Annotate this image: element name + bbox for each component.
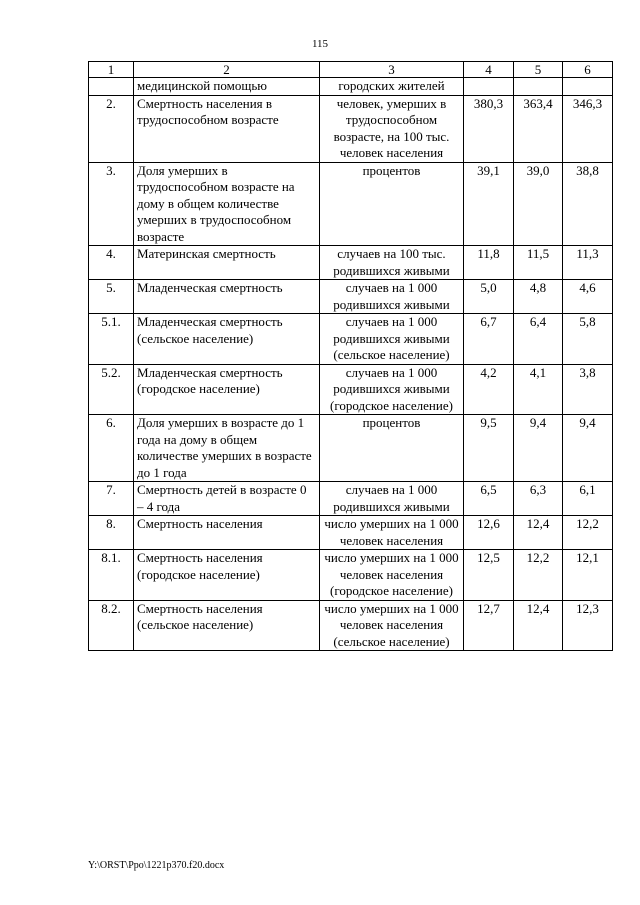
value-col4-cell: 9,5 <box>464 415 514 482</box>
row-number-cell: 8.1. <box>89 550 134 601</box>
value-col4-cell: 6,7 <box>464 314 514 365</box>
table-row <box>89 516 613 550</box>
value-col4-cell: 11,8 <box>464 246 514 280</box>
page-number: 115 <box>311 38 329 50</box>
table-row <box>89 78 613 96</box>
value-col4-cell: 380,3 <box>464 95 514 162</box>
value-col5-cell <box>514 78 563 96</box>
indicator-name-cell: Смертность населения <box>134 516 320 550</box>
indicator-name-cell: Смертность населения (городское население) <box>134 550 320 601</box>
value-col5-cell: 363,4 <box>514 95 563 162</box>
value-col6-cell: 346,3 <box>563 95 613 162</box>
indicator-name-cell: Смертность населения (сельское население) <box>134 600 320 651</box>
table-header-row <box>89 62 613 78</box>
row-number-cell: 3. <box>89 162 134 246</box>
file-path-footer: Y:\ORST\Ppo\1221p370.f20.docx <box>88 860 225 871</box>
column-header-3: 3 <box>320 62 464 78</box>
table-row <box>89 415 613 482</box>
value-col6-cell <box>563 78 613 96</box>
row-number-cell: 6. <box>89 415 134 482</box>
value-col5-cell: 6,4 <box>514 314 563 365</box>
value-col6-cell: 6,1 <box>563 482 613 516</box>
unit-cell: случаев на 1 000 родившихся живыми <box>320 280 464 314</box>
column-header-5: 5 <box>514 62 563 78</box>
unit-cell: городских жителей <box>320 78 464 96</box>
indicator-name-cell: Смертность населения в трудоспособном возрасте <box>134 95 320 162</box>
table-row <box>89 600 613 651</box>
table-row <box>89 482 613 516</box>
indicators-table <box>88 61 613 651</box>
row-number-cell: 8.2. <box>89 600 134 651</box>
value-col6-cell: 38,8 <box>563 162 613 246</box>
value-col6-cell: 12,2 <box>563 516 613 550</box>
unit-cell: случаев на 1 000 родившихся живыми (сельское население) <box>320 314 464 365</box>
column-header-4: 4 <box>464 62 514 78</box>
row-number-cell: 5.2. <box>89 364 134 415</box>
row-number-cell: 8. <box>89 516 134 550</box>
unit-cell: случаев на 100 тыс. родившихся живыми <box>320 246 464 280</box>
value-col5-cell: 9,4 <box>514 415 563 482</box>
row-number-cell: 7. <box>89 482 134 516</box>
indicator-name-cell: медицинской помощью <box>134 78 320 96</box>
value-col4-cell: 12,6 <box>464 516 514 550</box>
value-col5-cell: 6,3 <box>514 482 563 516</box>
value-col4-cell <box>464 78 514 96</box>
unit-cell: человек, умерших в трудоспособном возрасте, на 100 тыс. человек населения <box>320 95 464 162</box>
table-row <box>89 95 613 162</box>
value-col4-cell: 12,5 <box>464 550 514 601</box>
value-col6-cell: 12,3 <box>563 600 613 651</box>
value-col4-cell: 4,2 <box>464 364 514 415</box>
table-row <box>89 364 613 415</box>
column-header-6: 6 <box>563 62 613 78</box>
value-col5-cell: 12,4 <box>514 600 563 651</box>
table-row <box>89 162 613 246</box>
table-row <box>89 246 613 280</box>
indicator-name-cell: Материнская смертность <box>134 246 320 280</box>
indicator-name-cell: Младенческая смертность (сельское население) <box>134 314 320 365</box>
unit-cell: случаев на 1 000 родившихся живыми (городское население) <box>320 364 464 415</box>
indicator-name-cell: Смертность детей в возрасте 0 – 4 года <box>134 482 320 516</box>
column-header-1: 1 <box>89 62 134 78</box>
value-col6-cell: 9,4 <box>563 415 613 482</box>
unit-cell: число умерших на 1 000 человек населения <box>320 516 464 550</box>
value-col4-cell: 12,7 <box>464 600 514 651</box>
column-header-2: 2 <box>134 62 320 78</box>
indicator-name-cell: Младенческая смертность (городское население) <box>134 364 320 415</box>
indicator-name-cell: Доля умерших в возрасте до 1 года на дому в общем количестве умерших в возрасте до 1 года <box>134 415 320 482</box>
row-number-cell: 4. <box>89 246 134 280</box>
value-col5-cell: 4,8 <box>514 280 563 314</box>
row-number-cell <box>89 78 134 96</box>
value-col4-cell: 6,5 <box>464 482 514 516</box>
value-col6-cell: 12,1 <box>563 550 613 601</box>
table-row <box>89 550 613 601</box>
value-col4-cell: 39,1 <box>464 162 514 246</box>
unit-cell: число умерших на 1 000 человек населения (сельское население) <box>320 600 464 651</box>
value-col6-cell: 4,6 <box>563 280 613 314</box>
value-col6-cell: 5,8 <box>563 314 613 365</box>
value-col5-cell: 39,0 <box>514 162 563 246</box>
value-col5-cell: 12,4 <box>514 516 563 550</box>
table-row <box>89 280 613 314</box>
value-col5-cell: 12,2 <box>514 550 563 601</box>
row-number-cell: 2. <box>89 95 134 162</box>
indicator-name-cell: Младенческая смертность <box>134 280 320 314</box>
unit-cell: процентов <box>320 415 464 482</box>
unit-cell: число умерших на 1 000 человек населения (городское население) <box>320 550 464 601</box>
value-col4-cell: 5,0 <box>464 280 514 314</box>
row-number-cell: 5. <box>89 280 134 314</box>
unit-cell: процентов <box>320 162 464 246</box>
value-col6-cell: 11,3 <box>563 246 613 280</box>
value-col5-cell: 11,5 <box>514 246 563 280</box>
unit-cell: случаев на 1 000 родившихся живыми <box>320 482 464 516</box>
value-col5-cell: 4,1 <box>514 364 563 415</box>
table-row <box>89 314 613 365</box>
indicator-name-cell: Доля умерших в трудоспособном возрасте на дому в общем количестве умерших в трудоспособном возрасте <box>134 162 320 246</box>
value-col6-cell: 3,8 <box>563 364 613 415</box>
row-number-cell: 5.1. <box>89 314 134 365</box>
